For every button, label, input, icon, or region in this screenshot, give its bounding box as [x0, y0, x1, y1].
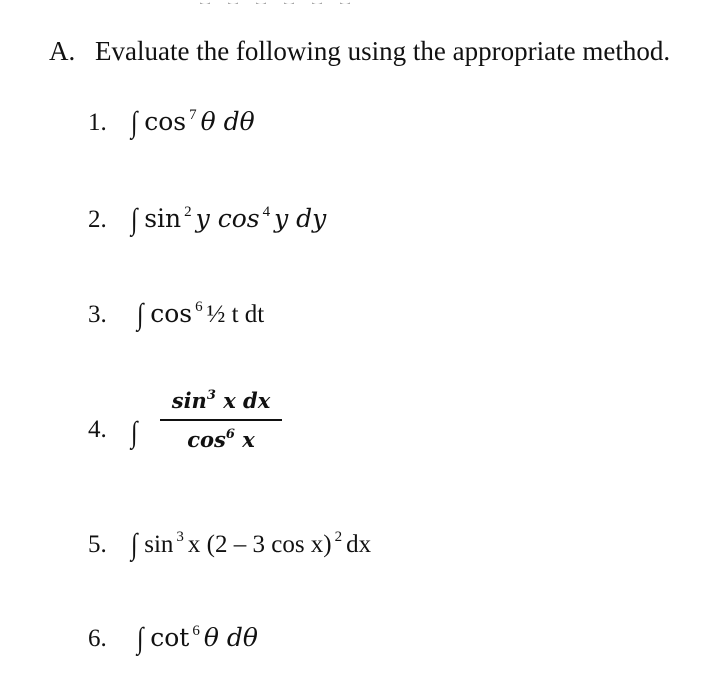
denominator-rest: x: [242, 427, 255, 452]
expression-function: cos: [144, 107, 187, 136]
numerator-function: sin: [171, 388, 207, 413]
section-heading: [49, 36, 670, 67]
problem-number: 3.: [88, 301, 107, 328]
expression-rest: y dy: [274, 204, 327, 233]
expression-function: sin: [144, 531, 174, 558]
fraction: [160, 388, 282, 452]
expression-rest: θ dθ: [203, 623, 258, 652]
expression-middle: x (2 – 3 cos x): [187, 531, 332, 558]
expression-exponent: 3: [176, 529, 184, 545]
problem-number: 1.: [88, 109, 107, 136]
problem-number: 2.: [88, 206, 107, 233]
expression-function: sin: [144, 204, 182, 233]
expression-function: cos: [150, 299, 193, 328]
expression-rest: θ dθ: [200, 107, 255, 136]
expression-exponent: 4: [262, 204, 271, 220]
problem-number: 6.: [88, 625, 107, 652]
cropped-text-fragment: [200, 0, 370, 4]
section-letter: A.: [49, 36, 76, 66]
problem-5: [88, 530, 371, 560]
problem-6: [88, 624, 258, 654]
problem-3: [88, 300, 264, 330]
expression-exponent: 2: [184, 204, 192, 220]
problem-number: 5.: [88, 531, 107, 558]
expression-exponent: 6: [195, 299, 203, 315]
fraction-numerator: [160, 388, 282, 421]
integral-sign: ∫: [136, 298, 144, 331]
integral-sign: ∫: [130, 203, 138, 236]
expression-middle: y cos: [195, 204, 260, 233]
numerator-exponent: 3: [206, 388, 216, 403]
expression-function: cot: [150, 623, 190, 652]
integral-sign: ∫: [136, 622, 144, 655]
problem-number: 4.: [88, 416, 107, 443]
denominator-function: cos: [187, 427, 226, 452]
fraction-denominator: [160, 421, 282, 452]
expression-exponent: 7: [189, 107, 197, 123]
expression-exponent: 6: [192, 623, 200, 639]
integral-sign: ∫: [130, 106, 138, 139]
section-instruction: Evaluate the following using the appropriate method.: [95, 36, 671, 66]
integral-sign: ∫: [130, 528, 138, 561]
integral-sign: ∫: [130, 416, 138, 449]
expression-exponent: 2: [334, 529, 343, 545]
numerator-rest: x dx: [223, 388, 271, 413]
expression-rest: dx: [346, 531, 372, 558]
problem-2: [88, 205, 326, 235]
problem-1: [88, 108, 255, 138]
denominator-exponent: 6: [225, 427, 235, 442]
expression-rest: ½ t dt: [206, 301, 265, 328]
